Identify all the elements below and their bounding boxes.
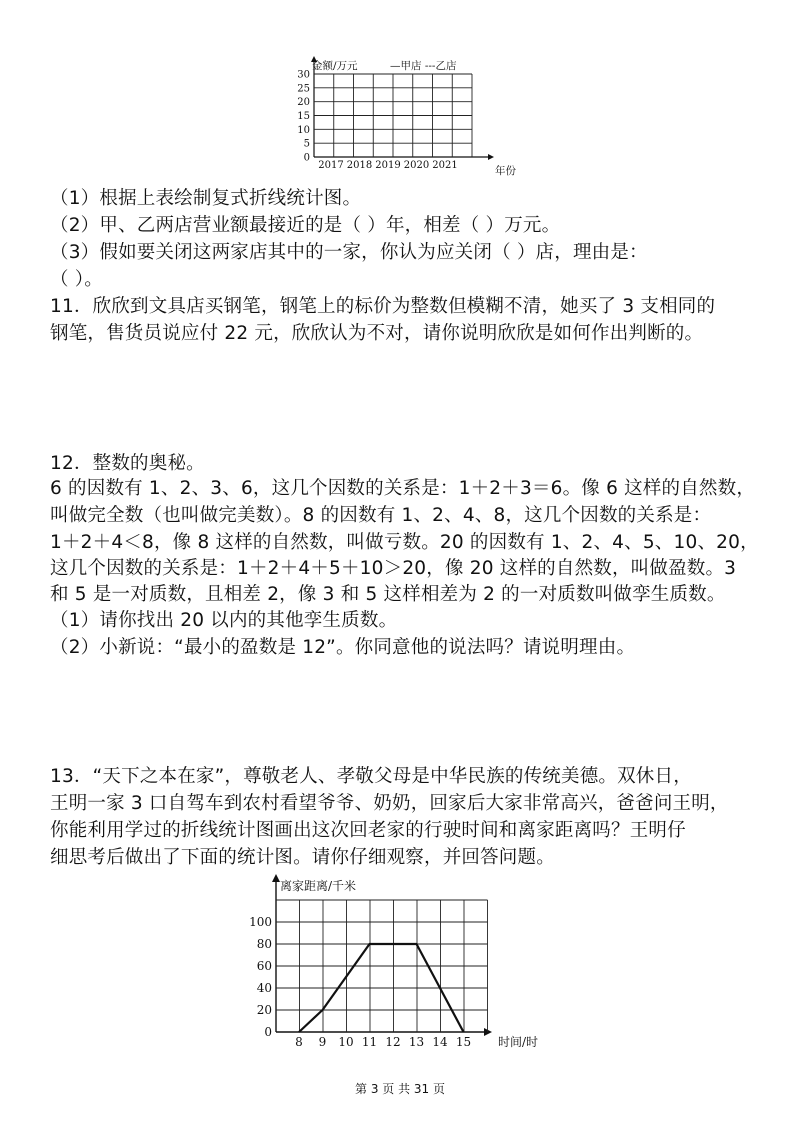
chart1-x-tick: 2020 bbox=[403, 160, 430, 171]
q13-line3: 你能利用学过的折线统计图画出这次回老家的行驶时间和离家距离吗？王明仔 bbox=[50, 820, 686, 841]
chart1-legend: —甲店 ---乙店 bbox=[390, 60, 457, 72]
sales-grid-chart bbox=[290, 52, 520, 180]
q12-line2: 叫做完全数（也叫做完美数）。8 的因数有 1、2、4、8，这几个因数的关系是： bbox=[50, 505, 712, 526]
chart2-x-tick: 15 bbox=[455, 1035, 472, 1049]
chart1-y-tick: 5 bbox=[303, 138, 310, 150]
chart1-y-tick: 25 bbox=[297, 83, 310, 95]
chart2-x-tick: 13 bbox=[408, 1035, 425, 1049]
q11-line1: 11．欣欣到文具店买钢笔，钢笔上的标价为整数但模糊不清，她买了 3 支相同的 bbox=[50, 296, 716, 317]
q13-line4: 细思考后做出了下面的统计图。请你仔细观察，并回答问题。 bbox=[50, 847, 555, 868]
q12-line4: 这几个因数的关系是：1＋2＋4＋5＋10＞20，像 20 这样的自然数，叫做盈数。3 bbox=[50, 558, 737, 579]
chart1-y-tick: 20 bbox=[297, 97, 310, 109]
chart1-x-tick: 2019 bbox=[375, 160, 401, 171]
distance-time-chart bbox=[240, 870, 560, 1060]
chart1-x-arrow bbox=[488, 154, 494, 160]
chart2-x-tick: 11 bbox=[361, 1035, 378, 1049]
chart2-y-tick: 60 bbox=[256, 959, 272, 973]
chart2-x-tick: 9 bbox=[318, 1035, 327, 1049]
chart2-ylabel: 离家距离/千米 bbox=[280, 879, 357, 893]
chart1-labels bbox=[297, 70, 457, 172]
chart1-y-tick: 15 bbox=[297, 111, 310, 122]
chart2-y-tick: 20 bbox=[256, 1003, 272, 1017]
q12-line5: 和 5 是一对质数，且相差 2，像 3 和 5 这样相差为 2 的一对质数叫做孪生质数。 bbox=[50, 584, 726, 605]
chart1-xlabel: 年份 bbox=[495, 165, 516, 177]
chart1-x-tick: 2017 bbox=[318, 160, 344, 171]
chart2-y-tick: 0 bbox=[264, 1025, 272, 1039]
chart2-x-tick: 12 bbox=[385, 1035, 401, 1049]
chart2-x-tick: 14 bbox=[432, 1035, 448, 1049]
q10-part3: （3）假如要关闭这两家店其中的一家，你认为应关闭（ ）店，理由是： bbox=[50, 242, 648, 263]
q10-part1: （1）根据上表绘制复式折线统计图。 bbox=[50, 188, 362, 209]
q12-line3: 1＋2＋4＜8，像 8 这样的自然数，叫做亏数。20 的因数有 1、2、4、5、10、20， bbox=[50, 532, 759, 553]
chart1-y-tick: 10 bbox=[297, 124, 310, 136]
page-footer: 第 3 页 共 31 页 bbox=[355, 1082, 445, 1096]
chart2-x-arrow bbox=[484, 1028, 492, 1036]
chart1-y-tick: 0 bbox=[303, 152, 310, 164]
chart2-y-tick: 80 bbox=[256, 937, 272, 951]
q10-part3-answer: （ ）。 bbox=[50, 269, 103, 290]
chart2-grid bbox=[272, 874, 492, 1036]
chart1-x-tick: 2018 bbox=[346, 160, 373, 171]
q11-line2: 钢笔，售货员说应付 22 元，欣欣认为不对，请你说明欣欣是如何作出判断的。 bbox=[50, 323, 704, 344]
chart1-x-tick: 2021 bbox=[432, 160, 458, 171]
q12-title: 12．整数的奥秘。 bbox=[50, 453, 205, 474]
chart2-y-arrow bbox=[272, 874, 280, 882]
q10-part2: （2）甲、乙两店营业额最接近的是（ ）年，相差（ ）万元。 bbox=[50, 215, 561, 236]
q12-line1: 6 的因数有 1、2、3、6，这几个因数的关系是：1＋2＋3＝6。像 6 这样的自然数， bbox=[50, 478, 756, 499]
q12-part2: （2）小新说：“最小的盈数是 12”。你同意他的说法吗？请说明理由。 bbox=[50, 637, 636, 658]
q13-line2: 王明一家 3 口自驾车到农村看望爷爷、奶奶，回家后大家非常高兴，爸爸问王明， bbox=[50, 793, 729, 814]
chart2-y-tick: 40 bbox=[256, 981, 272, 995]
chart2-y-tick: 100 bbox=[249, 915, 272, 929]
q12-part1: （1）请你找出 20 以内的其他孪生质数。 bbox=[50, 610, 398, 631]
chart1-y-tick: 30 bbox=[297, 69, 310, 81]
chart2-x-tick: 10 bbox=[338, 1035, 354, 1049]
chart2-xlabel: 时间/时 bbox=[498, 1035, 539, 1049]
q13-line1: 13．“天下之本在家”，尊敬老人、孝敬父母是中华民族的传统美德。双休日， bbox=[50, 766, 692, 787]
chart2-x-tick: 8 bbox=[295, 1035, 303, 1049]
chart1-ylabel: 金额/万元 bbox=[312, 60, 358, 72]
